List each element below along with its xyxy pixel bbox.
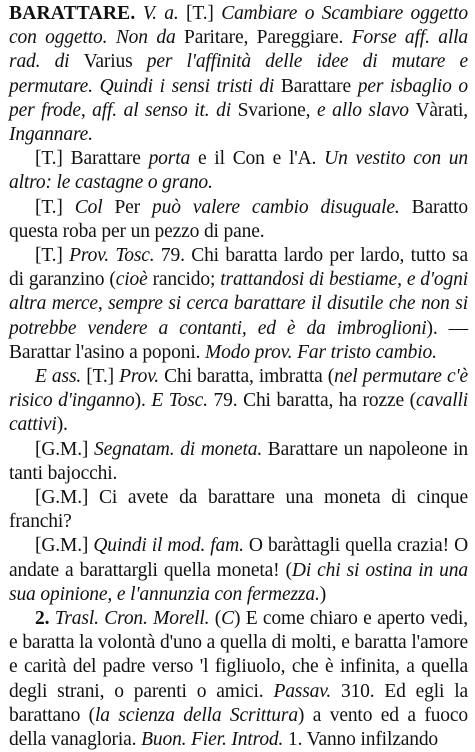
headword: BARATTARE.: [9, 3, 136, 24]
roman-text: Varius: [83, 51, 133, 73]
roman-text: 79. Chi baratta, ha rozze (: [207, 390, 416, 412]
entry-subsense: [9, 486, 468, 534]
roman-text: ) a vento ed a fuoco della vanagloria.: [9, 704, 469, 751]
roman-text: ) E come chiaro e aperto vedi, e baratta la volontà d'uno a quella di molti, e baratta l'amore e carità del padre verso 'l figliuolo, che è infinita, a quella degli strani, o parenti o amici.: [9, 608, 469, 702]
roman-text: e il Con e l'A.: [190, 148, 325, 170]
italic-text: Prov.: [119, 366, 159, 388]
italic-text: e allo slavo: [310, 99, 416, 121]
roman-text: Barattare un napoleone in tanti bajocchi.: [9, 438, 468, 484]
entry-subsense: [9, 196, 468, 244]
roman-text: 310. Ed egli la barattano (: [9, 680, 468, 726]
roman-text: 79. Chi baratta lardo per lardo, tutto sa di garanzino (: [9, 245, 468, 291]
italic-text: C: [221, 608, 234, 630]
italic-text: Buon. Fier. Introd.: [141, 729, 284, 751]
roman-text: [T.]: [81, 366, 120, 388]
roman-text: Barattare: [70, 148, 149, 170]
roman-text: Barattare: [280, 75, 352, 97]
roman-text: Per: [102, 196, 153, 218]
italic-text: Forse aff. alla rad. di: [9, 27, 469, 73]
roman-text: Vàrati,: [415, 99, 468, 121]
roman-text: ).: [134, 390, 152, 412]
roman-text: ): [319, 583, 327, 605]
entry-definition: [9, 2, 468, 147]
italic-text: Prov. Tosc.: [69, 245, 155, 267]
italic-text: Passav.: [273, 680, 332, 702]
italic-text: Ingannare.: [9, 124, 93, 146]
italic-text: la scienza della Scrittura: [95, 704, 298, 726]
roman-text: O baràttagli quella crazia! O andate a barattargli quella moneta! (: [9, 535, 468, 581]
italic-text: Trasl. Cron. Morell.: [54, 608, 210, 630]
italic-text: Modo prov. Far tristo cambio.: [205, 341, 437, 363]
roman-text: [T.]: [35, 245, 70, 267]
italic-text: cavalli cattivi: [9, 390, 468, 436]
roman-text: Chi baratta, imbratta (: [158, 366, 335, 388]
italic-text: cioè: [115, 269, 148, 291]
roman-text: Paritare, Pareggiare.: [184, 27, 344, 49]
italic-text: trattandosi di bestiame, e d'ogni altra merce, sempre si cerca barattare il disutile che non si potrebbe vendere a contanti, ed è da imbroglioni: [9, 269, 468, 339]
italic-text: Col: [74, 196, 103, 218]
sense-number: 2.: [35, 608, 55, 630]
dictionary-entry: [9, 2, 468, 752]
italic-text: Segnatam. di moneta.: [94, 438, 263, 460]
roman-text: ).: [56, 414, 68, 436]
italic-text: per isbaglio o per frode, aff. al senso it. di: [9, 75, 469, 121]
italic-text: nel permutare c'è risico d'inganno: [9, 366, 468, 412]
italic-text: Cambiare o Scambiare oggetto con oggetto. Non da: [9, 3, 468, 49]
roman-text: ). — Barattar l'asino a poponi.: [9, 317, 468, 363]
roman-text: [T.]: [35, 148, 71, 170]
entry-subsense: [9, 438, 468, 486]
italic-text: porta: [148, 148, 191, 170]
roman-text: Ci avete da barattare una moneta di cinque franchi?: [9, 487, 468, 533]
roman-text: [G.M.]: [35, 487, 100, 509]
roman-text: Baratto questa roba per un pezzo di pane.: [9, 196, 469, 242]
italic-text: Quindi il mod. fam.: [93, 535, 244, 557]
roman-text: (: [209, 608, 222, 630]
italic-text: E Tosc.: [151, 390, 208, 412]
entry-subsense: [9, 365, 468, 438]
roman-text: [T.]: [186, 3, 222, 24]
roman-text: rancido;: [147, 269, 221, 291]
roman-text: 1. Vanno infilzando: [283, 729, 439, 751]
italic-text: V. a.: [135, 3, 187, 24]
italic-text: può valere cambio disuguale.: [152, 196, 400, 218]
entry-subsense: [9, 147, 468, 195]
roman-text: Svarione,: [237, 99, 311, 121]
entry-subsense: [9, 244, 468, 365]
roman-text: [G.M.]: [35, 535, 94, 557]
entry-subsense: [9, 534, 468, 607]
italic-text: Di chi si ostina in una sua opinione, e l'annunzia con fermezza.: [9, 559, 468, 605]
italic-text: Un vestito con un altro: le castagne o grano.: [9, 148, 469, 194]
italic-text: per l'affinità delle idee di mutare e permutare. Quindi i sensi tristi di: [9, 51, 468, 97]
italic-text: E ass.: [35, 366, 82, 388]
roman-text: [T.]: [35, 196, 75, 218]
roman-text: [G.M.]: [35, 438, 95, 460]
entry-subsense: [9, 607, 468, 752]
